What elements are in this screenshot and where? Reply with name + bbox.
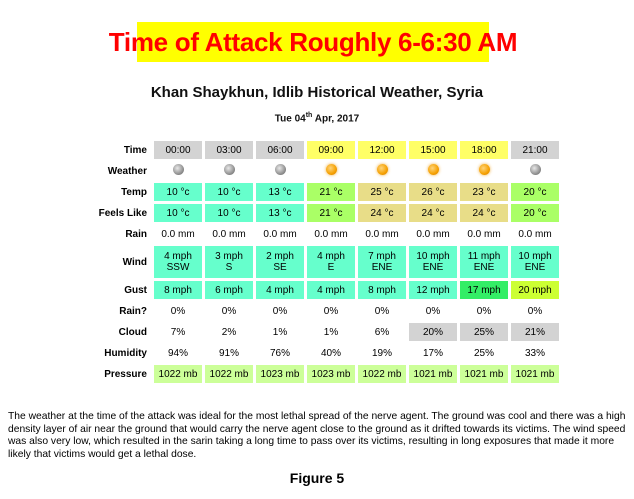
sun-icon — [479, 164, 490, 175]
rain-cell: 0.0 mm — [212, 228, 246, 240]
rain-chance-cell: 0% — [170, 305, 186, 317]
row-rain — [83, 225, 559, 243]
wind-speed: 10 mph — [518, 251, 552, 262]
temp-cell: 10 °c — [205, 183, 253, 201]
wind-direction: ENE — [422, 262, 444, 273]
wind-cell — [256, 246, 304, 278]
attack-time-banner: Time of Attack Roughly 6-6:30 AM — [137, 22, 489, 62]
wind-direction: ENE — [524, 262, 546, 273]
rain-chance-cell: 0% — [425, 305, 441, 317]
cloud-cell: 20% — [409, 323, 457, 341]
row-feels — [83, 204, 559, 222]
rain-cell: 0.0 mm — [518, 228, 552, 240]
time-cell: 15:00 — [409, 141, 457, 159]
humidity-cell: 76% — [269, 347, 290, 359]
row-label: Weather — [107, 165, 147, 177]
row-label: Rain — [125, 228, 147, 240]
feels-cell: 21 °c — [307, 204, 355, 222]
moon-icon — [530, 164, 541, 175]
row-gust — [83, 281, 559, 299]
weather-cell — [358, 162, 406, 180]
row-temp — [83, 183, 559, 201]
feels-cell: 10 °c — [154, 204, 202, 222]
cloud-cell: 7% — [170, 326, 186, 338]
wind-direction: SSW — [166, 262, 190, 273]
pressure-cell: 1023 mb — [256, 365, 304, 383]
wind-cell — [460, 246, 508, 278]
row-rain-chance — [83, 302, 559, 320]
weather-cell — [205, 162, 253, 180]
figure-label: Figure 5 — [289, 470, 345, 486]
humidity-cell: 94% — [167, 347, 188, 359]
temp-cell: 26 °c — [409, 183, 457, 201]
sun-icon — [326, 164, 337, 175]
temp-cell: 21 °c — [307, 183, 355, 201]
feels-cell: 10 °c — [205, 204, 253, 222]
weather-cell — [460, 162, 508, 180]
gust-cell: 8 mph — [358, 281, 406, 299]
sun-icon — [377, 164, 388, 175]
temp-cell: 23 °c — [460, 183, 508, 201]
sun-icon — [428, 164, 439, 175]
feels-cell: 20 °c — [511, 204, 559, 222]
row-label: Pressure — [104, 368, 147, 380]
wind-direction: ENE — [371, 262, 393, 273]
weather-cell — [307, 162, 355, 180]
rain-cell: 0.0 mm — [467, 228, 501, 240]
time-cell: 09:00 — [307, 141, 355, 159]
pressure-cell: 1022 mb — [358, 365, 406, 383]
wind-speed: 2 mph — [266, 251, 294, 262]
row-wind — [83, 246, 559, 278]
gust-cell: 17 mph — [460, 281, 508, 299]
date-prefix: Tue 04 — [274, 113, 306, 125]
cloud-cell: 21% — [511, 323, 559, 341]
gust-cell: 8 mph — [154, 281, 202, 299]
feels-cell: 24 °c — [358, 204, 406, 222]
moon-icon — [173, 164, 184, 175]
temp-cell: 13 °c — [256, 183, 304, 201]
row-label: Feels Like — [98, 207, 147, 219]
feels-cell: 24 °c — [409, 204, 457, 222]
cloud-cell: 6% — [374, 326, 390, 338]
wind-direction: ENE — [473, 262, 495, 273]
rain-chance-cell: 0% — [374, 305, 390, 317]
wind-cell — [511, 246, 559, 278]
pressure-cell: 1021 mb — [409, 365, 457, 383]
row-label: Gust — [124, 284, 147, 296]
row-label: Wind — [122, 256, 147, 268]
wind-direction: SE — [273, 262, 287, 273]
moon-icon — [224, 164, 235, 175]
row-label: Humidity — [104, 347, 147, 359]
wind-cell — [307, 246, 355, 278]
wind-speed: 4 mph — [164, 251, 192, 262]
weather-date — [0, 112, 634, 124]
wind-cell — [154, 246, 202, 278]
temp-cell: 20 °c — [511, 183, 559, 201]
feels-cell: 13 °c — [256, 204, 304, 222]
rain-chance-cell: 0% — [476, 305, 492, 317]
rain-chance-cell: 0% — [527, 305, 543, 317]
feels-cell: 24 °c — [460, 204, 508, 222]
humidity-cell: 40% — [320, 347, 341, 359]
row-cloud — [83, 323, 559, 341]
pressure-cell: 1023 mb — [307, 365, 355, 383]
humidity-cell: 17% — [422, 347, 443, 359]
rain-cell: 0.0 mm — [263, 228, 297, 240]
row-label: Temp — [121, 186, 147, 198]
date-rest: Apr, 2017 — [312, 113, 360, 125]
moon-icon — [275, 164, 286, 175]
pressure-cell: 1021 mb — [460, 365, 508, 383]
temp-cell: 25 °c — [358, 183, 406, 201]
wind-speed: 11 mph — [467, 251, 501, 262]
row-time — [83, 141, 559, 159]
wind-cell — [358, 246, 406, 278]
rain-cell: 0.0 mm — [416, 228, 450, 240]
date-suffix: th — [305, 112, 313, 119]
rain-chance-cell: 0% — [221, 305, 237, 317]
row-label: Rain? — [119, 305, 147, 317]
humidity-cell: 33% — [524, 347, 545, 359]
weather-cell — [409, 162, 457, 180]
gust-cell: 6 mph — [205, 281, 253, 299]
row-weather-icons — [83, 162, 559, 180]
row-label: Time — [123, 144, 147, 156]
rain-chance-cell: 0% — [323, 305, 339, 317]
rain-chance-cell: 0% — [272, 305, 288, 317]
humidity-cell: 25% — [473, 347, 494, 359]
rain-cell: 0.0 mm — [314, 228, 348, 240]
row-humidity — [83, 344, 559, 362]
wind-speed: 4 mph — [317, 251, 345, 262]
pressure-cell: 1022 mb — [154, 365, 202, 383]
cloud-cell: 2% — [221, 326, 237, 338]
weather-cell — [511, 162, 559, 180]
pressure-cell: 1022 mb — [205, 365, 253, 383]
time-cell: 00:00 — [154, 141, 202, 159]
weather-table — [80, 138, 562, 386]
row-pressure — [83, 365, 559, 383]
wind-speed: 10 mph — [416, 251, 450, 262]
wind-cell — [409, 246, 457, 278]
humidity-cell: 19% — [371, 347, 392, 359]
temp-cell: 10 °c — [154, 183, 202, 201]
humidity-cell: 91% — [218, 347, 239, 359]
cloud-cell: 1% — [323, 326, 339, 338]
time-cell: 06:00 — [256, 141, 304, 159]
wind-cell — [205, 246, 253, 278]
cloud-cell: 1% — [272, 326, 288, 338]
time-cell: 21:00 — [511, 141, 559, 159]
weather-cell — [256, 162, 304, 180]
weather-title: Khan Shaykhun, Idlib Historical Weather, Syria — [150, 84, 484, 101]
figure-caption: The weather at the time of the attack was ideal for the most lethal spread of the nerve agent. The ground was cool and there was a high density layer of air near the ground that would carry the nerve agent close to the ground as it drifted towards its victims. The wind speed was also very low, which resulted in the sarin taking a long time to pass over its victims, resulting in long exposures that made it more likely that victims would get a lethal dose. — [8, 411, 626, 460]
gust-cell: 4 mph — [307, 281, 355, 299]
gust-cell: 12 mph — [409, 281, 457, 299]
rain-cell: 0.0 mm — [365, 228, 399, 240]
weather-cell — [154, 162, 202, 180]
wind-speed: 7 mph — [368, 251, 396, 262]
time-cell: 18:00 — [460, 141, 508, 159]
wind-direction: E — [327, 262, 335, 273]
wind-direction: S — [225, 262, 233, 273]
rain-cell: 0.0 mm — [161, 228, 195, 240]
cloud-cell: 25% — [460, 323, 508, 341]
wind-speed: 3 mph — [215, 251, 243, 262]
time-cell: 12:00 — [358, 141, 406, 159]
gust-cell: 4 mph — [256, 281, 304, 299]
time-cell: 03:00 — [205, 141, 253, 159]
row-label: Cloud — [118, 326, 147, 338]
pressure-cell: 1021 mb — [511, 365, 559, 383]
gust-cell: 20 mph — [511, 281, 559, 299]
